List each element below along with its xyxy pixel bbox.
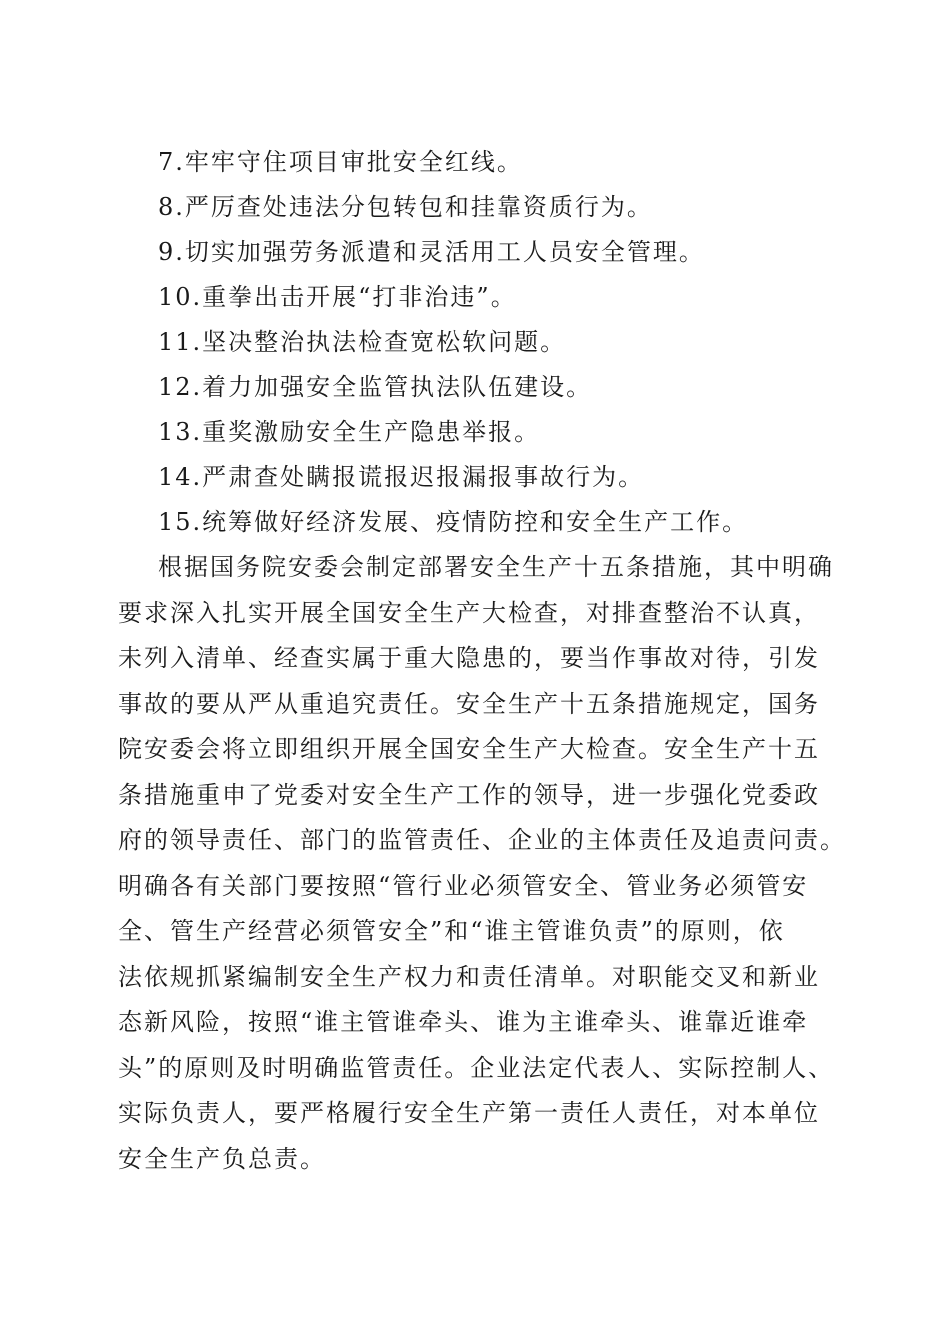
list-item: 15.统筹做好经济发展、疫情防控和安全生产工作。 [158,508,749,536]
paragraph-line: 要求深入扎实开展全国安全生产大检查，对排查整治不认真， [118,598,820,627]
paragraph-line: 事故的要从严从重追究责任。安全生产十五条措施规定，国务 [118,689,820,718]
paragraph-line: 法依规抓紧编制安全生产权力和责任清单。对职能交叉和新业 [118,962,820,991]
paragraph-line: 全、管生产经营必须管安全”和“谁主管谁负责”的原则，依 [118,917,785,945]
list-item: 10.重拳出击开展“打非治违”。 [158,283,517,311]
paragraph-line: 条措施重申了党委对安全生产工作的领导，进一步强化党委政 [118,780,820,809]
measures-list [158,140,878,545]
body-paragraph [118,545,848,1182]
paragraph-line: 实际负责人，要严格履行安全生产第一责任人责任，对本单位 [118,1099,820,1127]
list-item: 8.严厉查处违法分包转包和挂靠资质行为。 [158,193,653,221]
list-item: 11.坚决整治执法检查宽松软问题。 [158,328,567,356]
list-item: 12.着力加强安全监管执法队伍建设。 [158,373,593,401]
list-item: 13.重奖激励安全生产隐患举报。 [158,418,541,446]
paragraph-line: 态新风险，按照“谁主管谁牵头、谁为主谁牵头、谁靠近谁牵 [118,1008,809,1036]
paragraph-line: 府的领导责任、部门的监管责任、企业的主体责任及追责问责。 [118,826,846,854]
paragraph-line: 安全生产负总责。 [118,1144,326,1173]
list-item: 9.切实加强劳务派遣和灵活用工人员安全管理。 [158,238,705,266]
list-item: 7.牢牢守住项目审批安全红线。 [158,148,523,176]
paragraph-line: 头”的原则及时明确监管责任。企业法定代表人、实际控制人、 [118,1053,835,1082]
paragraph-line: 未列入清单、经查实属于重大隐患的，要当作事故对待，引发 [118,644,820,672]
paragraph-line: 院安委会将立即组织开展全国安全生产大检查。安全生产十五 [118,735,820,763]
list-item: 14.严肃查处瞒报谎报迟报漏报事故行为。 [158,463,645,491]
paragraph-line: 明确各有关部门要按照“管行业必须管安全、管业务必须管安 [118,871,809,900]
paragraph-line: 根据国务院安委会制定部署安全生产十五条措施，其中明确 [158,553,834,581]
